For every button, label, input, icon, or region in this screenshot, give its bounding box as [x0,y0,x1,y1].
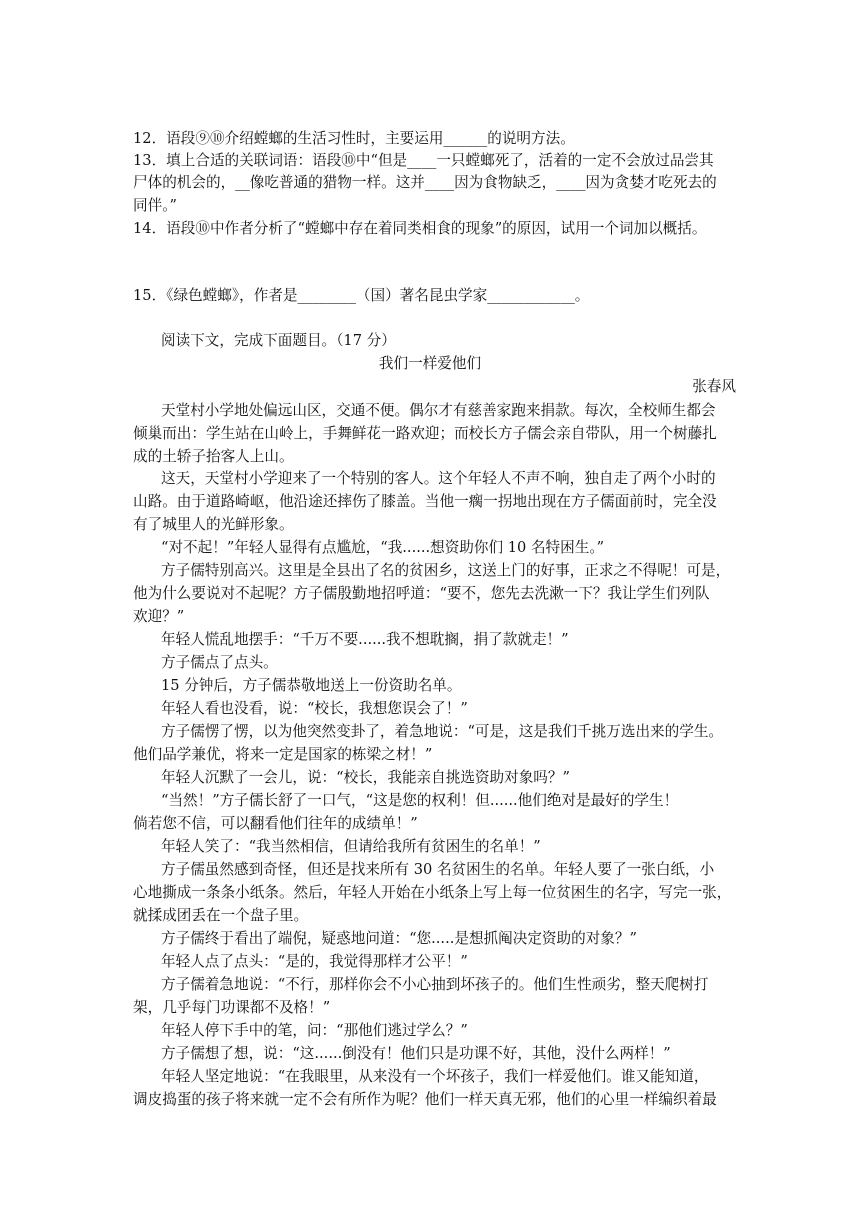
passage-line: 成的土轿子抬客人上山。 [133,448,294,465]
passage-line: 方子儒着急地说：“不行，那样你会不小心抽到坏孩子的。他们生性顽劣，整天爬树打 [161,976,709,993]
passage-line: 倾巢而出：学生站在山岭上，手舞鲜花一路欢迎；而校长方子儒会亲自带队，用一个树藤扎 [133,425,717,442]
passage-title: 我们一样爱他们 [378,355,482,372]
passage-line: 有了城里人的光鲜形象。 [133,516,294,533]
passage-line: 年轻人停下手中的笔，问：“那他们逃过学么？” [161,1022,468,1039]
passage-line: 方子儒想了想，说：“这......倒没有！他们只是功课不好，其他，没什么两样！” [161,1045,671,1062]
passage-line: 年轻人笑了：“我当然相信，但请给我所有贫困生的名单！” [161,838,541,855]
passage-line: 这天，天堂村小学迎来了一个特别的客人。这个年轻人不声不响，独自走了两个小时的 [161,470,716,487]
question-13-line-1: 13．填上合适的关联词语：语段⑩中“但是____一只螳螂死了，活着的一定不会放过品尝其 [133,152,714,169]
question-14: 14．语段⑩中作者分析了“螳螂中存在着同类相食的现象”的原因，试用一个词加以概括。 [133,220,707,237]
passage-line: 方子儒愣了愣，以为他突然变卦了，着急地说：“可是，这是我们千挑万选出来的学生。 [161,723,724,740]
reading-instruction: 阅读下文，完成下面题目。（17 分） [161,332,396,349]
passage-line: 方子儒点了点头。 [161,654,278,671]
question-15: 15．《绿色螳螂》，作者是________（国）著名昆虫学家____________。 [133,287,590,304]
passage-line: 就揉成团丢在一个盘子里。 [133,907,309,924]
passage-line: 调皮捣蛋的孩子将来就一定不会有所作为呢？他们一样天真无邪，他们的心里一样编织着最 [133,1091,717,1108]
question-12: 12．语段⑨⑩介绍螳螂的生活习性时，主要运用______的说明方法。 [133,130,575,147]
passage-line: 年轻人慌乱地摆手：“千万不要......我不想耽搁，捐了款就走！” [161,631,569,648]
question-13-line-2: 尸体的机会的，__像吃普通的猎物一样。这并____因为食物缺乏，____因为贪婪才吃死去的 [133,174,717,191]
passage-line: 方子儒终于看出了端倪，疑惑地问道：“您.....是想抓阄决定资助的对象？” [161,930,637,947]
passage-line: 年轻人看也没看，说：“校长，我想您误会了！” [161,700,468,717]
passage-author: 张春风 [692,378,736,395]
passage-line: 方子儒特别高兴。这里是全县出了名的贫困乡，这送上门的好事，正求之不得呢！可是， [161,562,731,579]
passage-line: 山路。由于道路崎岖，他沿途还摔伤了膝盖。当他一瘸一拐地出现在方子儒面前时，完全没 [133,493,717,510]
question-13-line-3: 同伴。” [133,197,177,214]
passage-line: 他为什么要说对不起呢？方子儒殷勤地招呼道：“要不，您先去洗漱一下？我让学生们列队 [133,585,710,602]
passage-line: 欢迎？” [133,608,185,625]
passage-line: 年轻人沉默了一会儿，说：“校长，我能亲自挑选资助对象吗？” [161,769,570,786]
passage-line: 年轻人坚定地说：“在我眼里，从来没有一个坏孩子，我们一样爱他们。谁又能知道， [161,1068,709,1085]
passage-line: 方子儒虽然感到奇怪，但还是找来所有 30 名贫困生的名单。年轻人要了一张白纸，小 [161,861,715,878]
passage-line: 架，几乎每门功课都不及格！” [133,999,331,1016]
passage-line: 倘若您不信，可以翻看他们往年的成绩单！” [133,815,418,832]
passage-line: “当然！”方子儒长舒了一口气，“这是您的权利！但......他们绝对是最好的学生！ [161,792,679,809]
passage-line: 15 分钟后，方子儒恭敬地送上一份资助名单。 [161,677,462,694]
passage-line: 心地撕成一条条小纸条。然后，年轻人开始在小纸条上写上每一位贫困生的名字，写完一张， [133,884,732,901]
passage-line: 年轻人点了点头：“是的，我觉得那样才公平！” [161,953,468,970]
passage-line: 天堂村小学地处偏远山区，交通不便。偶尔才有慈善家跑来捐款。每次，全校师生都会 [161,402,716,419]
passage-line: 他们品学兼优，将来一定是国家的栋梁之材！” [133,746,433,763]
passage-line: “对不起！”年轻人显得有点尴尬，“我......想资助你们 10 名特困生。” [161,539,605,556]
